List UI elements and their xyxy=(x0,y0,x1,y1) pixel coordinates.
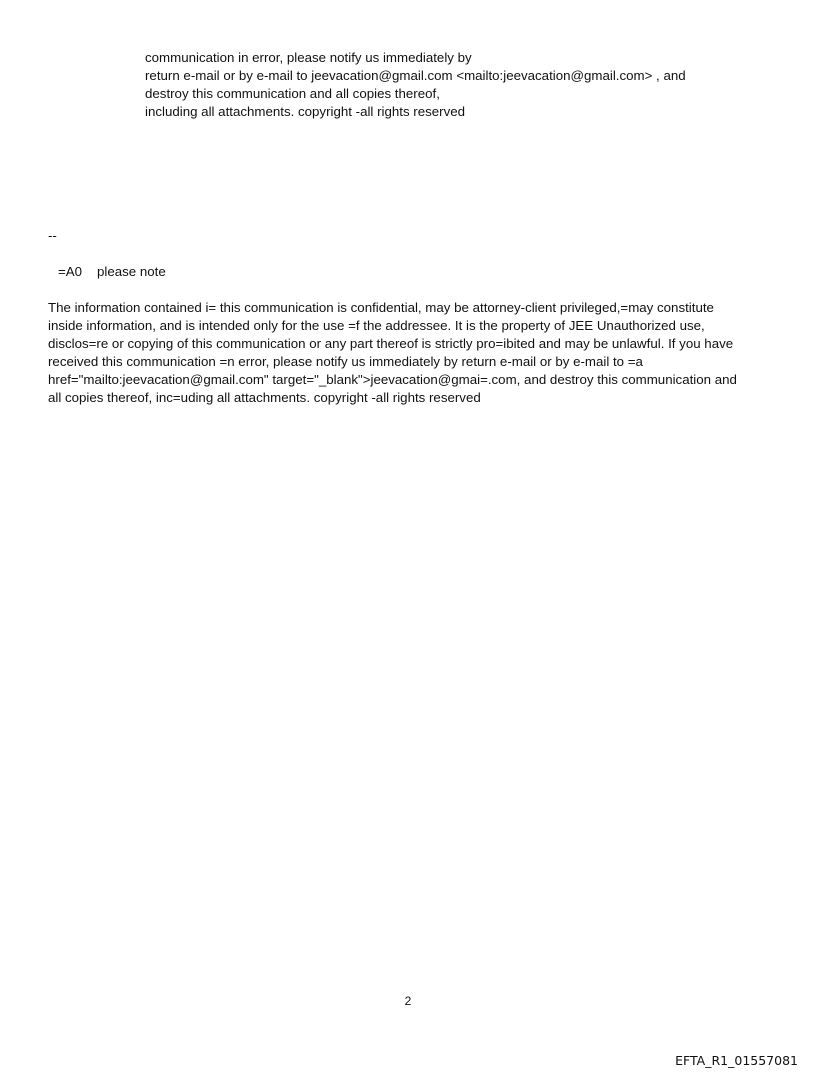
disclaimer-line: inside information, and is intended only for the use =f the addressee. It is the property of JEE Unauthorized use, xyxy=(48,318,705,333)
quoted-disclaimer-line: return e-mail or by e-mail to jeevacation@gmail.com <mailto:jeevacation@gmail.com> , and xyxy=(145,68,686,83)
quoted-disclaimer-block xyxy=(145,49,765,121)
disclaimer-line: all copies thereof, inc=uding all attachments. copyright -all rights reserved xyxy=(48,390,481,405)
document-id: EFTA_R1_01557081 xyxy=(675,1053,798,1068)
disclaimer-line: The information contained i= this communication is confidential, may be attorney-client privileged,=may constitute xyxy=(48,300,714,315)
disclaimer-line: href="mailto:jeevacation@gmail.com" target="_blank">jeevacation@gmai=.com, and destroy this communication and xyxy=(48,372,737,387)
note-text: please note xyxy=(97,264,166,279)
encoded-char: =A0 xyxy=(58,264,83,279)
quoted-disclaimer-line: communication in error, please notify us immediately by xyxy=(145,50,472,65)
quoted-disclaimer-line: including all attachments. copyright -all rights reserved xyxy=(145,104,466,119)
signature-separator: -- xyxy=(48,228,57,243)
note-line xyxy=(58,263,166,281)
disclaimer-line: disclos=re or copying of this communication or any part thereof is strictly pro=ibited and may be unlawful. If you have xyxy=(48,336,734,351)
disclaimer-line: received this communication =n error, please notify us immediately by return e-mail or by e-mail to =a xyxy=(48,354,643,369)
page-number: 2 xyxy=(404,994,412,1008)
quoted-disclaimer-line: destroy this communication and all copies thereof, xyxy=(145,86,440,101)
confidentiality-disclaimer xyxy=(48,299,768,407)
